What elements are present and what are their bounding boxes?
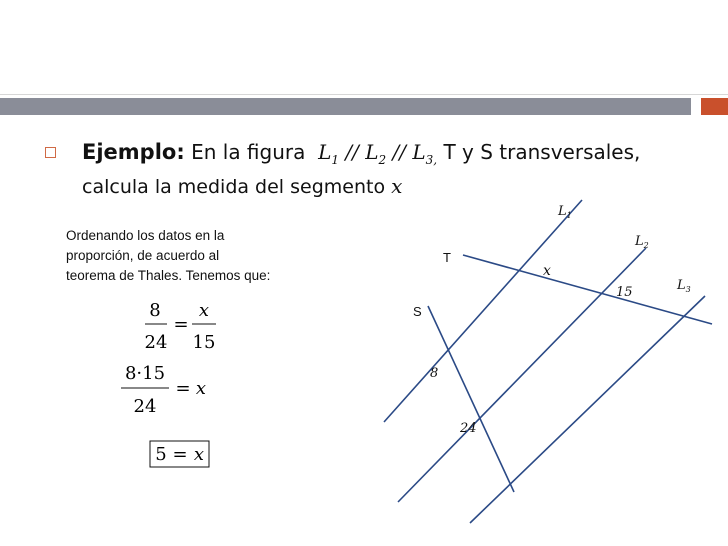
l2-sub: 2 [378,153,387,167]
label-x: x [543,263,551,279]
eq1-den-right: 15 [192,332,216,353]
label-15: 15 [616,285,633,300]
explanation-line-1: Ordenando los datos en la [66,228,225,243]
example-label: Ejemplo: [82,140,185,164]
label-24: 24 [460,421,477,436]
l3-sub: 3 [425,153,434,167]
label-8: 8 [430,366,439,381]
l3-letter: // L [386,140,426,164]
example-text-a: En la figura [191,140,306,164]
eq2-den: 24 [133,396,157,417]
eq1-num-left: 8 [149,300,161,321]
l1-sub: 1 [331,153,340,167]
eq3-left: 5 [155,444,167,465]
eq1-num-right: x [198,300,210,321]
l1-letter: L [318,140,332,164]
line-t [463,255,712,324]
explanation-line-3: teorema de Thales. Tenemos que: [66,268,271,283]
line-s [428,306,514,492]
eq2-equals: = [175,378,191,399]
example-text-b: T y S transversales, [443,140,641,164]
thales-figure [384,200,712,523]
label-l2: $L_2$ [635,234,649,250]
eq3-right: x [193,444,205,465]
eq3-equals: = [172,444,188,465]
eq1-den-left: 24 [144,332,168,353]
l2-letter: // L [339,140,379,164]
equation-3 [150,441,209,467]
equation-2 [121,363,206,417]
eq1-equals: = [173,314,189,335]
transversal-labels [413,250,451,319]
eq2-num: 8·15 [124,363,166,384]
comma: , [433,153,438,167]
label-l1: $L_1$ [558,204,572,220]
figure-labels [430,204,691,436]
label-l3: $L_3$ [677,278,691,294]
eq2-right: x [195,378,207,399]
label-t: T [443,250,451,265]
explanation-line-2: proporción, de acuerdo al [66,248,220,263]
label-s: S [413,304,422,319]
line-l3 [470,296,705,523]
equation-1 [145,300,216,353]
question-var: x [391,174,403,198]
question-text: calcula la medida del segmento [82,176,392,198]
